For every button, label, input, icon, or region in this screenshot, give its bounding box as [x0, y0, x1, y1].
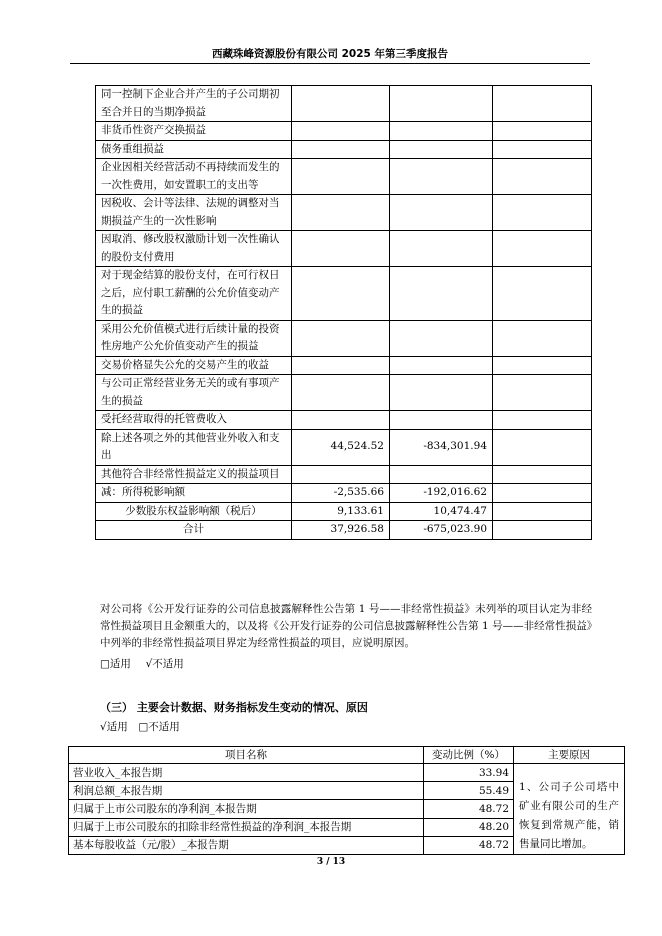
current-period-value	[292, 231, 390, 267]
note-cell	[493, 411, 592, 430]
table-row	[96, 521, 592, 540]
not-applicable-option: √不适用	[145, 658, 184, 670]
column-header-ratio: 变动比例（%）	[424, 747, 514, 764]
row-label: 债务重组损益	[96, 140, 292, 159]
table-row	[96, 502, 592, 521]
current-period-value	[292, 195, 390, 231]
note-cell	[493, 429, 592, 465]
table-row	[96, 267, 592, 321]
current-period-value	[292, 356, 390, 375]
table-row	[96, 159, 592, 195]
ytd-value	[390, 411, 493, 430]
ytd-value	[390, 231, 493, 267]
table-row	[96, 86, 592, 122]
row-label: 受托经营取得的托管费收入	[96, 411, 292, 430]
row-label: 对于现金结算的股份支付，在可行权日之后，应付职工薪酬的公允价值变动产生的损益	[96, 267, 292, 321]
note-cell	[493, 375, 592, 411]
note-cell	[493, 122, 592, 141]
ytd-value	[390, 86, 493, 122]
ytd-value	[390, 375, 493, 411]
table-row	[96, 465, 592, 484]
page-number: 3 / 13	[316, 857, 346, 867]
ytd-value: -834,301.94	[390, 429, 493, 465]
current-period-value	[292, 411, 390, 430]
row-label: 交易价格显失公允的交易产生的收益	[96, 356, 292, 375]
note-cell	[493, 484, 592, 503]
table-row	[96, 140, 592, 159]
ytd-value: 10,474.47	[390, 502, 493, 521]
item-name: 基本每股收益（元/股）_本报告期	[69, 836, 424, 854]
row-label: 同一控制下企业合并产生的子公司期初至合并日的当期净损益	[96, 86, 292, 122]
table-row	[69, 764, 625, 782]
row-label: 合计	[96, 521, 292, 540]
ytd-value	[390, 195, 493, 231]
report-header-title: 西藏珠峰资源股份有限公司 2025 年第三季度报告	[211, 48, 449, 60]
change-ratio: 33.94	[424, 764, 514, 782]
note-cell	[493, 140, 592, 159]
table-row	[96, 231, 592, 267]
item-name: 营业收入_本报告期	[69, 764, 424, 782]
ytd-value	[390, 122, 493, 141]
ytd-value	[390, 356, 493, 375]
note-cell	[493, 195, 592, 231]
ytd-value	[390, 465, 493, 484]
column-header-reason: 主要原因	[514, 747, 625, 764]
item-name: 利润总额_本报告期	[69, 782, 424, 800]
note-cell	[493, 159, 592, 195]
note-cell	[493, 86, 592, 122]
explanation-paragraph: 对公司将《公开发行证券的公司信息披露解释性公告第 1 号——非经常性损益》未列举的项目认定为非经常性损益项目且金额重大的，以及将《公开发行证券的公司信息披露解释性公告第 1 号——非经常性损益》中列举的非经常性损益项目界定为经常性损益的项目，应说明原因。	[100, 603, 592, 649]
current-period-value	[292, 375, 390, 411]
change-ratio: 55.49	[424, 782, 514, 800]
ytd-value	[390, 140, 493, 159]
section-applicability	[100, 719, 180, 736]
ytd-value	[390, 320, 493, 356]
note-cell	[493, 465, 592, 484]
current-period-value	[292, 267, 390, 321]
current-period-value	[292, 159, 390, 195]
row-label: 非货币性资产交换损益	[96, 122, 292, 141]
table-row	[96, 320, 592, 356]
row-label: 少数股东权益影响额（税后）	[96, 502, 292, 521]
explanation-applicability	[100, 656, 184, 673]
header-divider	[70, 63, 590, 64]
table-row	[96, 356, 592, 375]
ytd-value	[390, 267, 493, 321]
note-cell	[493, 320, 592, 356]
main-reason: 1、公司子公司塔中矿业有限公司的生产恢复到常规产能，销售量同比增加。	[514, 764, 625, 855]
note-cell	[493, 231, 592, 267]
row-label: 采用公允价值模式进行后续计量的投资性房地产公允价值变动产生的损益	[96, 320, 292, 356]
change-ratio: 48.72	[424, 836, 514, 854]
current-period-value	[292, 465, 390, 484]
not-applicable-option: □不适用	[138, 721, 180, 733]
ytd-value	[390, 159, 493, 195]
note-cell	[493, 502, 592, 521]
section-title: （三） 主要会计数据、财务指标发生变动的情况、原因	[100, 701, 368, 714]
nonrecurring-gains-losses-table	[95, 85, 592, 540]
table-row	[96, 484, 592, 503]
table-row	[96, 429, 592, 465]
current-period-value: 9,133.61	[292, 502, 390, 521]
current-period-value	[292, 140, 390, 159]
note-cell	[493, 267, 592, 321]
table-header-row	[69, 747, 625, 764]
applicable-option: √适用	[100, 721, 128, 733]
row-label: 企业因相关经营活动不再持续而发生的一次性费用，如安置职工的支出等	[96, 159, 292, 195]
change-ratio: 48.20	[424, 818, 514, 836]
table-row	[96, 195, 592, 231]
row-label: 与公司正常经营业务无关的或有事项产生的损益	[96, 375, 292, 411]
change-ratio: 48.72	[424, 800, 514, 818]
current-period-value: 37,926.58	[292, 521, 390, 540]
row-label: 其他符合非经常性损益定义的损益项目	[96, 465, 292, 484]
current-period-value	[292, 320, 390, 356]
current-period-value: 44,524.52	[292, 429, 390, 465]
note-cell	[493, 356, 592, 375]
table-row	[96, 375, 592, 411]
table-row	[96, 411, 592, 430]
ytd-value: -675,023.90	[390, 521, 493, 540]
row-label: 除上述各项之外的其他营业外收入和支出	[96, 429, 292, 465]
row-label: 减：所得税影响额	[96, 484, 292, 503]
note-cell	[493, 521, 592, 540]
item-name: 归属于上市公司股东的扣除非经常性损益的净利润_本报告期	[69, 818, 424, 836]
column-header-item: 项目名称	[69, 747, 424, 764]
current-period-value: -2,535.66	[292, 484, 390, 503]
item-name: 归属于上市公司股东的净利润_本报告期	[69, 800, 424, 818]
row-label: 因税收、会计等法律、法规的调整对当期损益产生的一次性影响	[96, 195, 292, 231]
row-label: 因取消、修改股权激励计划一次性确认的股份支付费用	[96, 231, 292, 267]
financial-changes-table	[68, 746, 625, 855]
current-period-value	[292, 122, 390, 141]
ytd-value: -192,016.62	[390, 484, 493, 503]
current-period-value	[292, 86, 390, 122]
table-row	[96, 122, 592, 141]
applicable-option: □适用	[100, 658, 131, 670]
